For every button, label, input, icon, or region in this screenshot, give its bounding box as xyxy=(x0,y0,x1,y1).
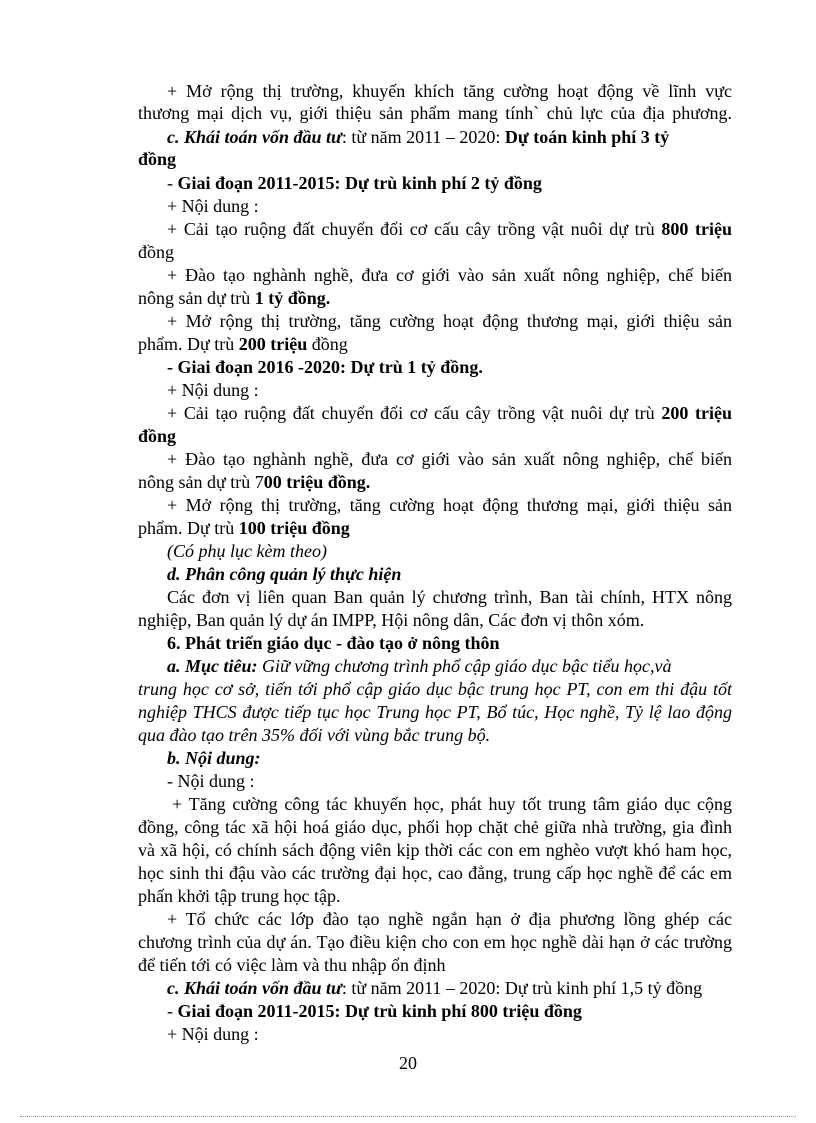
section-heading-c: c. Khái toán vốn đầu tư: từ năm 2011 – 2020: Dự trù kinh phí 1,5 tỷ đồng xyxy=(167,978,703,998)
page-number: 20 xyxy=(399,1053,417,1073)
text-line: + Cải tạo ruộng đất chuyển đổi cơ cấu cây trồng vật nuôi dự trù 800 triệu xyxy=(167,219,732,239)
page-break-divider xyxy=(20,1116,796,1117)
text-line: + Đào tạo nghành nghề, đưa cơ giới vào sản xuất nông nghiệp, chế biến xyxy=(167,449,732,469)
text-line: nông sản dự trù 1 tỷ đồng. xyxy=(138,288,331,308)
text-line: phẩm. Dự trù 200 triệu đồng xyxy=(138,334,348,354)
text-line: học sinh thi đậu vào các trường đại học, cao đẳng, trung cấp học nghề để các em xyxy=(138,863,732,883)
text-line: đồng xyxy=(138,149,177,169)
text-line: qua đào tạo trên 35% đối với vùng bắc trung bộ. xyxy=(138,725,491,745)
text-line: thương mại dịch vụ, giới thiệu sản phẩm mang tính` chủ lực của địa phương. xyxy=(138,103,732,123)
text-line: + Tăng cường công tác khuyến học, phát huy tốt trung tâm giáo dục cộng xyxy=(172,794,732,814)
text-line: Các đơn vị liên quan Ban quản lý chương trình, Ban tài chính, HTX nông xyxy=(167,587,732,607)
goal-line: a. Mục tiêu: Giữ vững chương trình phổ cập giáo dục bậc tiểu học,và xyxy=(167,656,672,676)
text-line: phấn khởi tập trung học tập. xyxy=(138,886,341,906)
text-line: nghiệp THCS được tiếp tục học Trung học PT, Bổ túc, Học nghề, Tỷ lệ lao động xyxy=(138,702,732,722)
text-line: đồng, công tác xã hội hoá giáo dục, phối họp chặt chẻ giữa nhà trường, gia đình xyxy=(138,817,732,837)
section-heading-c: c. Khái toán vốn đầu tư: từ năm 2011 – 2020: Dự toán kinh phí 3 tỷ xyxy=(167,127,670,147)
appendix-note: (Có phụ lục kèm theo) xyxy=(167,541,327,561)
section-heading-6: 6. Phát triển giáo dục - đào tạo ở nông thôn xyxy=(167,633,500,653)
text-line: + Cải tạo ruộng đất chuyển đổi cơ cấu cây trồng vật nuôi dự trù 200 triệu xyxy=(167,403,732,423)
text-line: phẩm. Dự trù 100 triệu đồng xyxy=(138,518,350,538)
phase-heading: - Giai đoạn 2016 -2020: Dự trù 1 tỷ đồng. xyxy=(167,357,483,377)
text-line: nông sản dự trù 700 triệu đồng. xyxy=(138,472,371,492)
text-line: và xã hội, có chính sách động viên kịp thời các con em nghèo vượt khó ham học, xyxy=(138,840,732,860)
text-line: + Nội dung : xyxy=(167,380,259,400)
text-line: + Đào tạo nghành nghề, đưa cơ giới vào sản xuất nông nghiệp, chế biến xyxy=(167,265,732,285)
text-line: trung học cơ sở, tiến tới phổ cập giáo dục bậc trung học PT, con em thi đậu tốt xyxy=(138,679,732,699)
text-line: - Nội dung : xyxy=(167,771,255,791)
section-heading-b: b. Nội dung: xyxy=(167,748,261,768)
text-line: để tiến tới có việc làm và thu nhập ổn định xyxy=(138,955,446,975)
text-line: + Mở rộng thị trường, tăng cường hoạt động thương mại, giới thiệu sản xyxy=(167,495,732,515)
text-line: + Tổ chức các lớp đào tạo nghề ngắn hạn ở địa phương lồng ghép các xyxy=(167,909,732,929)
phase-heading: - Giai đoạn 2011-2015: Dự trù kinh phí 2 tỷ đồng xyxy=(167,173,542,193)
text-line: + Nội dung : xyxy=(167,196,259,216)
text-line: nghiệp, Ban quản lý dự án IMPP, Hội nông dân, Các đơn vị thôn xóm. xyxy=(138,610,645,630)
text-line: đồng xyxy=(138,426,177,446)
text-line: + Nội dung : xyxy=(167,1024,259,1044)
text-line: chương trình của dự án. Tạo điều kiện cho con em học nghề dài hạn ở các trường xyxy=(138,932,732,952)
text-line: đồng xyxy=(138,242,174,262)
section-heading-d: d. Phân công quản lý thực hiện xyxy=(167,564,402,584)
phase-heading: - Giai đoạn 2011-2015: Dự trù kinh phí 800 triệu đồng xyxy=(167,1001,582,1021)
text-line: + Mở rộng thị trường, tăng cường hoạt động thương mại, giới thiệu sản xyxy=(167,311,732,331)
text-line: + Mở rộng thị trường, khuyến khích tăng cường hoạt động về lĩnh vực xyxy=(167,81,732,101)
